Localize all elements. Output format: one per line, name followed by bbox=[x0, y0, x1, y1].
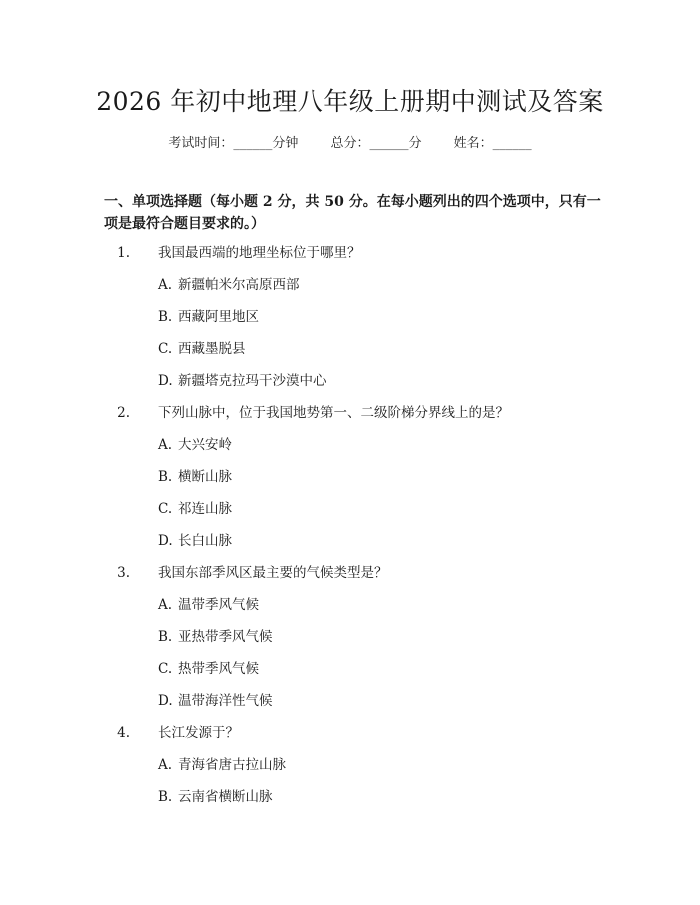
question-list bbox=[104, 241, 604, 817]
question-number: 3. bbox=[117, 565, 130, 581]
option-b bbox=[104, 785, 604, 817]
question-2 bbox=[104, 401, 604, 561]
question-1 bbox=[104, 241, 604, 401]
option-letter: A. bbox=[158, 277, 173, 293]
option-a bbox=[104, 593, 604, 625]
exam-time-field: 考试时间：______分钟 bbox=[168, 136, 299, 151]
section-heading: 一、单项选择题（每小题 2 分，共 50 分。在每小题列出的四个选项中，只有一项是最符合题目要求的。） bbox=[104, 194, 601, 232]
option-text: 新疆帕米尔高原西部 bbox=[178, 277, 300, 293]
option-text: 大兴安岭 bbox=[178, 437, 232, 453]
option-letter: A. bbox=[158, 597, 173, 613]
option-c bbox=[104, 657, 604, 689]
option-text: 祁连山脉 bbox=[178, 501, 232, 517]
option-letter: C. bbox=[158, 661, 173, 677]
option-letter: D. bbox=[158, 533, 173, 549]
option-d bbox=[104, 529, 604, 561]
option-d bbox=[104, 369, 604, 401]
option-text: 西藏阿里地区 bbox=[178, 309, 259, 325]
option-letter: A. bbox=[158, 437, 173, 453]
question-number: 2. bbox=[117, 405, 130, 421]
option-text: 青海省唐古拉山脉 bbox=[178, 757, 286, 773]
question-stem bbox=[104, 721, 604, 753]
question-4 bbox=[104, 721, 604, 817]
question-text: 长江发源于？ bbox=[158, 725, 239, 741]
question-number: 4. bbox=[117, 725, 130, 741]
option-letter: C. bbox=[158, 501, 173, 517]
question-stem bbox=[104, 561, 604, 593]
option-letter: D. bbox=[158, 373, 173, 389]
option-b bbox=[104, 305, 604, 337]
option-letter: B. bbox=[158, 469, 173, 485]
option-letter: B. bbox=[158, 309, 173, 325]
question-text: 我国最西端的地理坐标位于哪里？ bbox=[158, 245, 361, 261]
option-c bbox=[104, 497, 604, 529]
option-text: 温带海洋性气候 bbox=[178, 693, 273, 709]
question-number: 1. bbox=[117, 245, 130, 261]
option-letter: B. bbox=[158, 789, 173, 805]
option-text: 热带季风气候 bbox=[178, 661, 259, 677]
option-c bbox=[104, 337, 604, 369]
option-text: 新疆塔克拉玛干沙漠中心 bbox=[178, 373, 327, 389]
total-score-field: 总分：______分 bbox=[330, 136, 422, 151]
option-letter: D. bbox=[158, 693, 173, 709]
option-a bbox=[104, 433, 604, 465]
option-letter: A. bbox=[158, 757, 173, 773]
option-text: 横断山脉 bbox=[178, 469, 232, 485]
option-d bbox=[104, 689, 604, 721]
option-b bbox=[104, 625, 604, 657]
question-text: 下列山脉中，位于我国地势第一、二级阶梯分界线上的是？ bbox=[158, 405, 509, 421]
option-text: 西藏墨脱县 bbox=[178, 341, 246, 357]
option-text: 长白山脉 bbox=[178, 533, 232, 549]
option-text: 温带季风气候 bbox=[178, 597, 259, 613]
exam-meta bbox=[0, 132, 700, 151]
page-title: 2026 年初中地理八年级上册期中测试及答案 bbox=[96, 87, 604, 116]
option-a bbox=[104, 753, 604, 785]
student-name-field: 姓名：______ bbox=[453, 136, 532, 151]
option-a bbox=[104, 273, 604, 305]
question-3 bbox=[104, 561, 604, 721]
question-text: 我国东部季风区最主要的气候类型是？ bbox=[158, 565, 388, 581]
option-b bbox=[104, 465, 604, 497]
option-letter: C. bbox=[158, 341, 173, 357]
question-stem bbox=[104, 401, 604, 433]
option-letter: B. bbox=[158, 629, 173, 645]
question-stem bbox=[104, 241, 604, 273]
option-text: 云南省横断山脉 bbox=[178, 789, 273, 805]
option-text: 亚热带季风气候 bbox=[178, 629, 273, 645]
